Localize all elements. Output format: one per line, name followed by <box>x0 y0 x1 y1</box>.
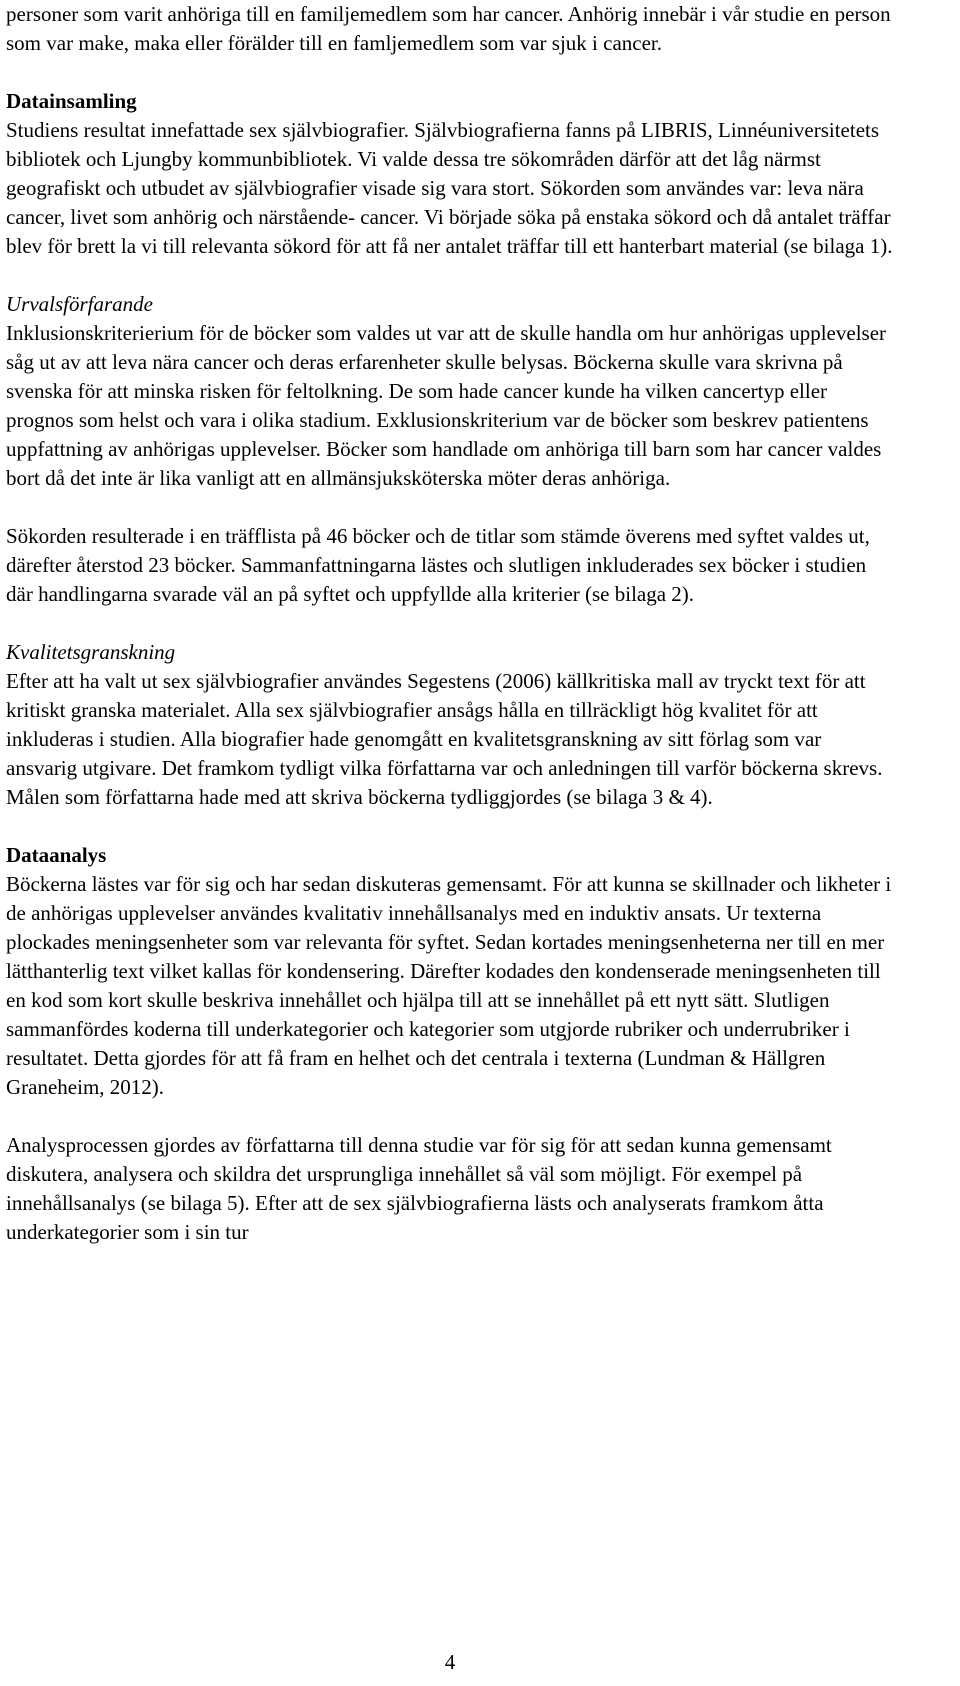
spacer <box>6 493 896 522</box>
section-dataanalys <box>6 841 896 1102</box>
page-number: 4 <box>444 1650 456 1674</box>
spacer <box>6 812 896 841</box>
section-heading-urvalsforfarande: Urvalsförfarande <box>6 292 153 316</box>
section-heading-kvalitetsgranskning: Kvalitetsgranskning <box>6 640 176 664</box>
spacer <box>6 609 896 638</box>
section-text-datainsamling: Studiens resultat innefattade sex självbiografier. Självbiografierna fanns på LIBRIS, Linnéuniversitetets bibliotek och Ljungby kommunbibliotek. Vi valde dessa tre sökområden därför att det låg närmst geografiskt och utbudet av självbiografier visade sig vara stort. Sökorden som användes var: leva nära cancer, livet som anhörig och närstående- cancer. Vi började söka på enstaka sökord och då antalet träffar blev för brett la vi till relevanta sökord för att få ner antalet träffar till ett hanterbart material (se bilaga 1). <box>6 118 893 258</box>
section-text-urvalsforfarande: Inklusionskriterierium för de böcker som valdes ut var att de skulle handla om hur anhörigas upplevelser såg ut av att leva nära cancer och deras erfarenheter skulle belysas. Böckerna skulle vara skrivna på svenska för att minska risken för feltolkning. De som hade cancer kunde ha vilken cancertyp eller prognos som helst och vara i olika stadium. Exklusionskriterium var de böcker som beskrev patientens uppfattning av anhörigas upplevelser. Böcker som handlade om anhöriga till barn som har cancer valdes bort då det inte är lika vanligt att en allmänsjuksköterska möter deras anhöriga. <box>6 321 887 490</box>
section-heading-dataanalys: Dataanalys <box>6 843 107 867</box>
section-text-urvalsforfarande-2: Sökorden resulterade i en träfflista på 46 böcker och de titlar som stämde överens med syftet valdes ut, därefter återstod 23 böcker. Sammanfattningarna lästes och slutligen inkluderades sex böcker i studien där handlingarna svarade väl an på syftet och uppfyllde alla kriterier (se bilaga 2). <box>6 524 870 606</box>
section-datainsamling <box>6 87 896 261</box>
intro-paragraph: personer som varit anhöriga till en familjemedlem som har cancer. Anhörig innebär i vår studie en person som var make, maka eller förälder till en famljemedlem som var sjuk i cancer. <box>6 2 891 55</box>
section-urvalsforfarande <box>6 290 896 493</box>
spacer <box>6 1102 896 1131</box>
section-kvalitetsgranskning <box>6 638 896 812</box>
section-heading-datainsamling: Datainsamling <box>6 89 137 113</box>
spacer <box>6 58 896 87</box>
section-text-dataanalys: Böckerna lästes var för sig och har sedan diskuteras gemensamt. För att kunna se skillnader och likheter i de anhörigas upplevelser användes kvalitativ innehållsanalys med en induktiv ansats. Ur texterna plockades meningsenheter som var relevanta för syftet. Sedan kortades meningsenheterna ner till en mer lätthanterlig text vilket kallas för kondensering. Därefter kodades den kondenserade meningsenheten till en kod som kort skulle beskriva innehållet och hjälpa till att se innehållet på ett nytt sätt. Slutligen sammanfördes koderna till underkategorier och kategorier som utgjorde rubriker och underrubriker i resultatet. Detta gjordes för att få fram en helhet och det centrala i texterna (Lundman & Hällgren Graneheim, 2012). <box>6 872 892 1099</box>
section-text-kvalitetsgranskning: Efter att ha valt ut sex självbiografier användes Segestens (2006) källkritiska mall av tryckt text för att kritiskt granska materialet. Alla sex självbiografier ansågs hålla en tillräckligt hög kvalitet för att inkluderas i studien. Alla biografier hade genomgått en kvalitetsgranskning av sitt förlag som var ansvarig utgivare. Det framkom tydligt vilka författarna var och anledningen till varför böckerna skrevs. Målen som författarna hade med att skriva böckerna tydliggjordes (se bilaga 3 & 4). <box>6 669 883 809</box>
spacer <box>6 261 896 290</box>
section-text-dataanalys-2: Analysprocessen gjordes av författarna till denna studie var för sig för att sedan kunna gemensamt diskutera, analysera och skildra det ursprungliga innehållet så väl som möjligt. För exempel på innehållsanalys (se bilaga 5). Efter att de sex självbiografierna lästs och analyserats framkom åtta underkategorier som i sin tur <box>6 1133 832 1244</box>
document-page <box>6 0 896 1247</box>
